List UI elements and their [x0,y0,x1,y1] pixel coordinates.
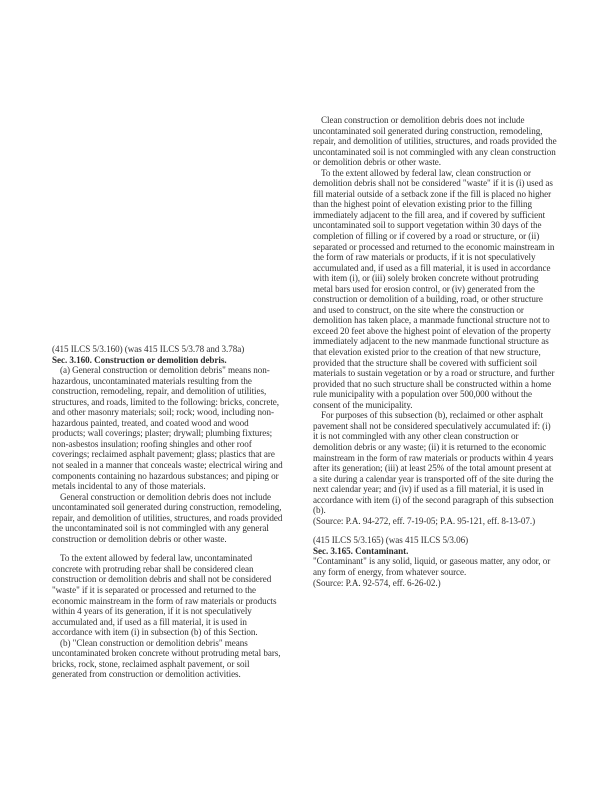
paragraph: General construction or demolition debris does not include uncontaminated soil generated during construction, remodeling, repair, and demolition of utilities, structures, and roads provided the uncontaminated soil is not commingled with any general construction or demolition debris or other waste. [52,491,283,544]
paragraph: To the extent allowed by federal law, uncontaminated concrete with protruding rebar shall be considered clean construction or demolition debris and shall not be considered "waste" if it is separated or processed and returned to the economic mainstream in the form of raw materials or products within 4 years of its generation, if it is not speculatively accumulated and, if used as a fill material, it is used in accordance with item (i) in subsection (b) of this Section. [52,553,277,638]
paragraph: Clean construction or demolition debris does not include uncontaminated soil generated during construction, remodeling, repair, and demolition of utilities, structures, and roads provided the uncontaminated soil is not commingled with any clean construction or demolition debris or other waste. [313,115,557,168]
paragraph: To the extent allowed by federal law, clean construction or demolition debris shall not be considered "waste" if it is (i) used as fill material outside of a setback zone if the fill is placed no higher than the highest point of elevation existing prior to the filling immediately adjacent to the fill area, and if covered by sufficient uncontaminated soil to support vegetation within 30 days of the completion of filling or if covered by a road or structure, or (ii) separated or processed and returned to the economic mainstream in the form of raw materials or products, if it is not speculatively accumulated and, if used as a fill material, it is used in accordance with item (i), or (iii) solely broken concrete without protruding metal bars used for erosion control, or (iv) generated from the construction or demolition of a building, road, or other structure and used to construct, on the site where the construction or demolition has taken place, a manmade functional structure not to exceed 20 feet above the highest point of elevation of the property immediately adjacent to the new manmade functional structure as that elevation existed prior to the creation of that new structure, provided that the structure shall be covered with sufficient soil materials to sustain vegetation or by a road or structure, and further provided that no such structure shall be constructed within a home rule municipality with a population over 500,000 without the consent of the municipality. [313,167,555,410]
source-note: (Source: P.A. 94-272, eff. 7-19-05; P.A. 95-121, eff. 8-13-07.) [313,515,536,526]
section-heading: Sec. 3.160. Construction or demolition debris. [52,354,227,365]
paragraph: "Contaminant" is any solid, liquid, or gaseous matter, any odor, or any form of energy, from whatever source. [313,556,551,577]
section-heading: Sec. 3.165. Contaminant. [313,545,409,556]
statute-citation: (415 ILCS 5/3.160) (was 415 ILCS 5/3.78 and 3.78a) [52,344,245,354]
paragraph: (b) "Clean construction or demolition debris" means uncontaminated broken concrete without protruding metal bars, bricks, rock, stone, reclaimed asphalt pavement, or soil generated from construction or demolition activities. [52,637,281,680]
statute-citation: (415 ILCS 5/3.165) (was 415 ILCS 5/3.06) [313,535,469,546]
source-note: (Source: P.A. 92-574, eff. 6-26-02.) [313,577,441,588]
left-column [52,344,284,680]
paragraph: (a) General construction or demolition debris" means non-hazardous, uncontaminated materials resulting from the construction, remodeling, repair, and demolition of utilities, structures, and roads, limited to the following: bricks, concrete, and other masonry materials; soil; rock; wood, including non-hazardous painted, treated, and coated wood and wood products; wall coverings; plaster; drywall; plumbing fixtures; non-asbestos insulation; roofing shingles and other roof coverings; reclaimed asphalt pavement; glass; plastics that are not sealed in a manner that conceals waste; electrical wiring and components containing no hazardous substances; and piping or metals incidental to any of those materials. [52,365,283,492]
right-column [313,115,557,588]
paragraph: For purposes of this subsection (b), reclaimed or other asphalt pavement shall not be considered speculatively accumulated if: (i) it is not commingled with any other clean construction or demolition debris or any waste; (ii) it is returned to the economic mainstream in the form of raw materials or products within 4 years after its generation; (iii) at least 25% of the total amount present at a site during a calendar year is transported off of the site during the next calendar year; and (iv) if used as a fill material, it is used in accordance with item (i) of the second paragraph of this subsection (b). [313,410,554,516]
